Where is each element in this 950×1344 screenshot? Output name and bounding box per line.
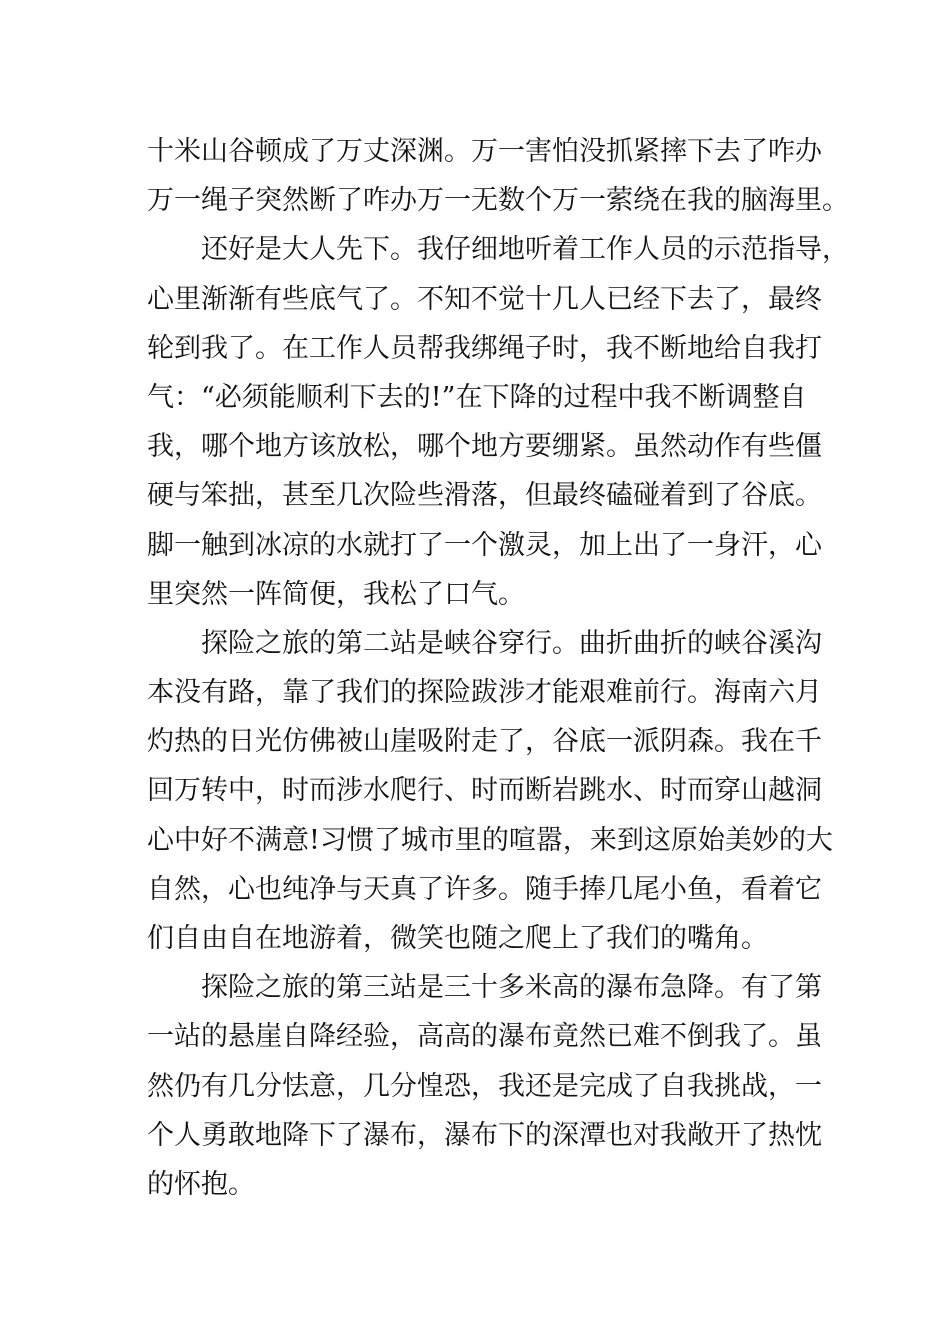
- paragraph-4: [147, 963, 827, 1209]
- paragraph-2: [147, 225, 849, 619]
- text-line: 里突然一阵简便，我松了口气。: [147, 578, 525, 610]
- text-line: 万一绳子突然断了咋办万一无数个万一萦绕在我的脑海里。: [147, 185, 849, 217]
- text-line: 自然，心也纯净与天真了许多。随手捧几尾小鱼，看着它: [147, 873, 822, 905]
- text-line: 灼热的日光仿佛被山崖吸附走了，谷底一派阴森。我在千: [147, 726, 822, 758]
- text-line: 们自由自在地游着，微笑也随之爬上了我们的嘴角。: [147, 923, 768, 954]
- paragraph-1: [147, 127, 849, 225]
- text-line: 的怀抱。: [147, 1168, 255, 1200]
- article-body: [147, 127, 849, 1209]
- text-line: 探险之旅的第三站是三十多米高的瀑布急降。有了第: [201, 972, 822, 1004]
- text-line: 本没有路，靠了我们的探险跋涉才能艰难前行。海南六月: [147, 677, 822, 709]
- text-line: 心里渐渐有些底气了。不知不觉十几人已经下去了，最终: [147, 283, 822, 315]
- text-line: 心中好不满意!习惯了城市里的喧嚣，来到这原始美妙的大: [147, 824, 833, 856]
- text-line: 一站的悬崖自降经验，高高的瀑布竟然已难不倒我了。虽: [147, 1021, 822, 1053]
- text-line: 个人勇敢地降下了瀑布，瀑布下的深潭也对我敞开了热忱: [147, 1119, 822, 1151]
- text-line: 气：“必须能顺利下去的!”在下降的过程中我不断调整自: [147, 381, 807, 413]
- text-line: 回万转中，时而涉水爬行、时而断岩跳水、时而穿山越洞: [147, 775, 822, 807]
- text-line: 我，哪个地方该放松，哪个地方要绷紧。虽然动作有些僵: [147, 431, 822, 463]
- text-line: 轮到我了。在工作人员帮我绑绳子时，我不断地给自我打: [147, 332, 822, 364]
- text-line: 硬与笨拙，甚至几次险些滑落，但最终磕碰着到了谷底。: [147, 480, 822, 512]
- text-line: 还好是大人先下。我仔细地听着工作人员的示范指导，: [201, 234, 849, 266]
- paragraph-3: [147, 619, 833, 963]
- text-line: 脚一触到冰凉的水就打了一个激灵，加上出了一身汗，心: [147, 529, 822, 561]
- text-line: 然仍有几分怯意，几分惶恐，我还是完成了自我挑战，一: [147, 1070, 822, 1102]
- text-line: 十米山谷顿成了万丈深渊。万一害怕没抓紧摔下去了咋办: [147, 136, 822, 167]
- text-line: 探险之旅的第二站是峡谷穿行。曲折曲折的峡谷溪沟: [201, 627, 822, 659]
